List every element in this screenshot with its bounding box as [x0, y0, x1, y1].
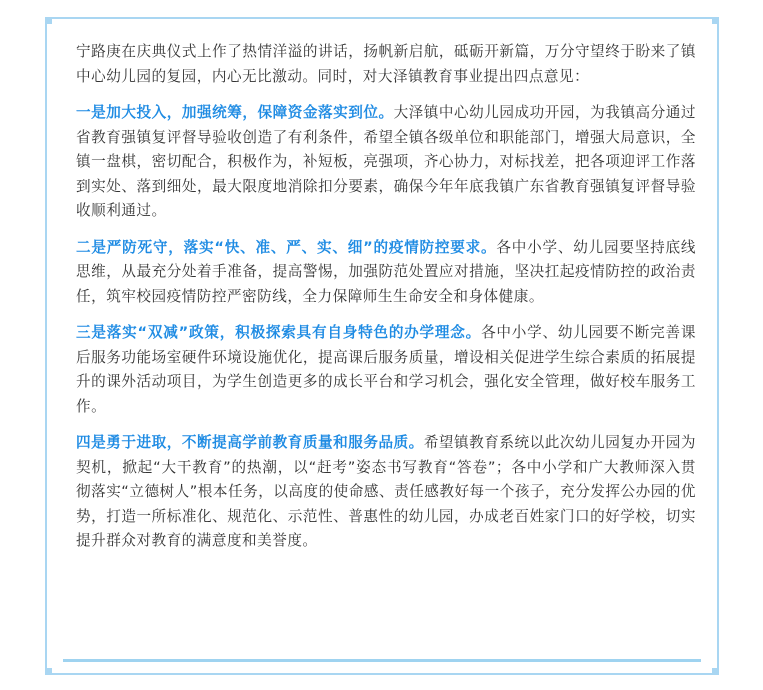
point-body-3: 各中小学、幼儿园要不断完善课后服务功能场室硬件环境设施优化，提高课后服务质量，增设相关促进学生综合素质的拓展提升的课外活动项目，为学生创造更多的成长平台和学习机会，强化安全管理，做好校车服务工作。 [76, 324, 696, 415]
point-heading-2: 二是严防死守，落实“快、准、严、实、细”的疫情防控要求。 [76, 238, 497, 256]
bottom-divider [63, 659, 701, 662]
point-heading-3: 三是落实“双减”政策，积极探索具有自身特色的办学理念。 [76, 324, 482, 341]
point-body-2: 各中小学、幼儿园要坚持底线思维，从最充分处着手准备，提高警惕，加强防范处置应对措施，坚决扛起疫情防控的政治责任，筑牢校园疫情防控严密防线，全力保障师生生命安全和身体健康。 [76, 238, 696, 305]
point-body-1: 大泽镇中心幼儿园成功开园，为我镇高分通过省教育强镇复评督导验收创造了有利条件，希望全镇各级单位和职能部门，增强大局意识，全镇一盘棋，密切配合，积极作为，补短板，亮强项，齐心协力，对标找差，把各项迎评工作落到实处、落到细处，最大限度地消除扣分要素，确保今年年底我镇广东省教育强镇复评督导验收顺利通过。 [76, 104, 696, 219]
point-paragraph-3 [76, 321, 696, 419]
point-body-4: 希望镇教育系统以此次幼儿园复办开园为契机，掀起“大干教育”的热潮，以“赶考”姿态书写教育“答卷”；各中小学和广大教师深入贯彻落实“立德树人”根本任务，以高度的使命感、责任感教好每一个孩子，充分发挥公办园的优势，打造一所标准化、规范化、示范性、普惠性的幼儿园，办成老百姓家门口的好学校，切实提升群众对教育的满意度和美誉度。 [76, 434, 696, 549]
point-heading-1: 一是加大投入，加强统筹，保障资金落实到位。 [76, 104, 394, 121]
article-card [45, 17, 719, 675]
point-heading-4: 四是勇于进取，不断提高学前教育质量和服务品质。 [76, 434, 424, 451]
point-paragraph-4 [76, 431, 696, 554]
corner-decoration [45, 668, 52, 675]
intro-paragraph: 宁路庚在庆典仪式上作了热情洋溢的讲话，扬帆新启航，砥砺开新篇，万分守望终于盼来了镇中心幼儿园的复园，内心无比激动。同时，对大泽镇教育事业提出四点意见： [76, 43, 696, 85]
point-paragraph-1 [76, 101, 696, 224]
corner-decoration [712, 668, 719, 675]
article-body [76, 40, 696, 566]
point-paragraph-2 [76, 236, 696, 310]
corner-decoration [712, 17, 719, 24]
corner-decoration [45, 17, 52, 24]
